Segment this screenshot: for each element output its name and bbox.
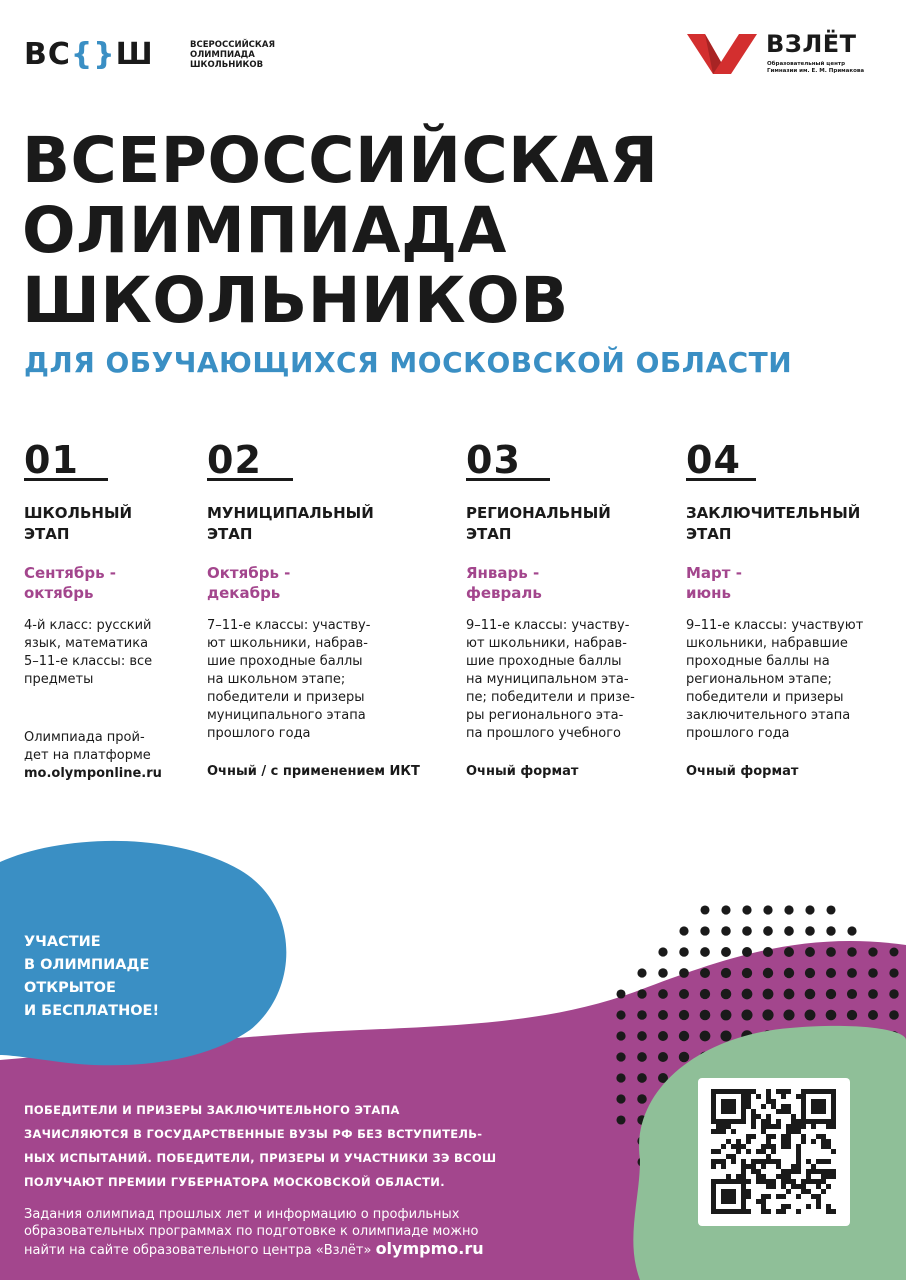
stage-period-line1: Сентябрь - [24,564,117,582]
stage-name-line1: ЗАКЛЮЧИТЕЛЬНЫЙ [686,504,861,522]
winners-note [24,1098,624,1194]
stage-name-line2: ЭТАП [24,525,70,543]
vzlet-logo-name: ВЗЛЁТ [766,30,857,58]
stage-name-line1: РЕГИОНАЛЬНЫЙ [466,504,611,522]
open-line: ОТКРЫТОЕ [24,980,116,996]
platform-line1: Олимпиада прой- [24,730,145,745]
tasks-line: найти на сайте образовательного центра «Взлёт» [24,1243,372,1258]
qr-code-icon [698,1078,850,1226]
tasks-note [24,1206,624,1259]
vsosh-logo-bracket: {} [70,37,116,72]
desc-line: 9–11-е классы: участву- [466,618,630,633]
desc-line: победители и призеры [686,690,844,705]
vzlet-sub-line2: Гимназии им. Е. М. Примакова [767,68,865,74]
desc-line: 7–11-е классы: участву- [207,618,371,633]
desc-line: школьники, набравшие [686,636,848,651]
desc-line: ют школьники, набрав- [466,636,627,651]
tasks-site-link[interactable]: olympmo.ru [375,1239,484,1258]
desc-line: ры регионального эта- [466,708,624,723]
stage-period-line1: Январь - [466,564,540,582]
desc-line: заключительного этапа [686,708,851,723]
desc-line: шие проходные баллы [466,654,622,669]
stage-name-line2: ЭТАП [466,525,512,543]
free-participation-note [24,931,224,1023]
page-subtitle: ДЛЯ ОБУЧАЮЩИХСЯ МОСКОВСКОЙ ОБЛАСТИ [24,346,793,379]
vsosh-logo-right: Ш [115,37,154,72]
desc-line: на муниципальном эта- [466,672,629,687]
desc-line: па прошлого учебного [466,726,622,741]
title-line2: ОЛИМПИАДА [22,194,507,267]
stage-period-line1: Октябрь - [207,564,291,582]
desc-line: 5–11-е классы: все [24,654,153,669]
title-line3: ШКОЛЬНИКОВ [22,264,569,337]
desc-line: 4-й класс: русский [24,618,152,633]
open-line: УЧАСТИЕ [24,934,101,950]
winners-line: ПОБЕДИТЕЛИ И ПРИЗЕРЫ ЗАКЛЮЧИТЕЛЬНОГО ЭТАПА [24,1103,400,1117]
stage-name-line1: МУНИЦИПАЛЬНЫЙ [207,504,374,522]
title-line1: ВСЕРОССИЙСКАЯ [22,124,659,197]
stage-name-line2: ЭТАП [686,525,732,543]
desc-line: прошлого года [207,726,311,741]
stage-3-format: Очный формат [466,764,579,779]
desc-line: 9–11-е классы: участвуют [686,618,864,633]
stage-number: 04 [686,438,741,482]
stage-name-line2: ЭТАП [207,525,253,543]
desc-line: победители и призеры [207,690,365,705]
platform-link[interactable]: mo.olymponline.ru [24,766,162,781]
desc-line: муниципального этапа [207,708,366,723]
vsosh-logo-left: ВС [24,37,71,72]
platform-line2: дет на платформе [24,748,151,763]
desc-line: предметы [24,672,94,687]
vsosh-logo-text: ВСЕРОССИЙСКАЯ ОЛИМПИАДА ШКОЛЬНИКОВ [190,40,275,70]
desc-line: на школьном этапе; [207,672,346,687]
stage-number: 01 [24,438,79,482]
desc-line: шие проходные баллы [207,654,363,669]
stage-number: 03 [466,438,521,482]
open-line: В ОЛИМПИАДЕ [24,957,150,973]
stage-number: 02 [207,438,262,482]
desc-line: проходные баллы на [686,654,830,669]
stage-period-line2: октябрь [24,584,94,602]
stage-2-format: Очный / с применением ИКТ [207,764,420,779]
open-line: И БЕСПЛАТНОЕ! [24,1003,160,1019]
stage-period-line2: июнь [686,584,731,602]
winners-line: ЗАЧИСЛЯЮТСЯ В ГОСУДАРСТВЕННЫЕ ВУЗЫ РФ БЕЗ ВСТУПИТЕЛЬ- [24,1127,483,1141]
stage-name-line1: ШКОЛЬНЫЙ [24,504,133,522]
qr-code[interactable] [698,1078,850,1226]
stage-4-format: Очный формат [686,764,799,779]
desc-line: язык, математика [24,636,149,651]
tasks-line: образовательных программах по подготовке к олимпиаде можно [24,1224,479,1239]
winners-line: ПОЛУЧАЮТ ПРЕМИИ ГУБЕРНАТОРА МОСКОВСКОЙ ОБЛАСТИ. [24,1175,445,1189]
desc-line: прошлого года [686,726,790,741]
desc-line: пе; победители и призе- [466,690,635,705]
stage-period-line2: февраль [466,584,542,602]
desc-line: региональном этапе; [686,672,832,687]
stage-period-line2: декабрь [207,584,281,602]
winners-line: НЫХ ИСПЫТАНИЙ. ПОБЕДИТЕЛИ, ПРИЗЕРЫ И УЧАСТНИКИ ЗЭ ВСОШ [24,1151,497,1165]
vzlet-sub-line1: Образовательный центр [767,61,846,67]
tasks-line: Задания олимпиад прошлых лет и информацию о профильных [24,1207,460,1222]
stage-period-line1: Март - [686,564,742,582]
desc-line: ют школьники, набрав- [207,636,368,651]
